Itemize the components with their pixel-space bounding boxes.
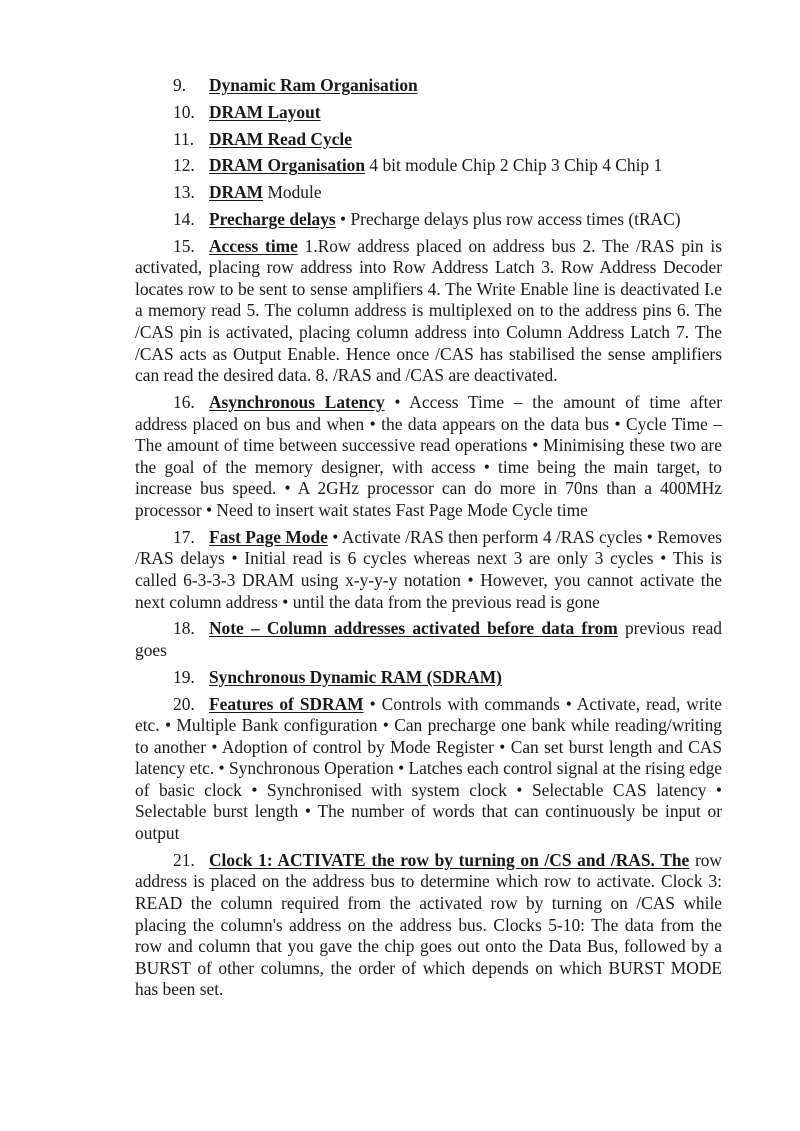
item-number: 14. (173, 208, 195, 229)
item-text: • Controls with commands • Activate, read, write etc. • Multiple Bank configuration • Can precharge one bank while reading/writing to another • Adoption of control by Mode Register • Can set burst length and CAS latency etc. • Synchronous Operation • Latches each control signal at the rising edge of basic clock • Synchronised with system clock • Selectable CAS latency • Selectable burst length • The number of words that can continuously be input or output (135, 693, 722, 844)
item-text: previous read goes (135, 618, 722, 660)
item-number: 20. (173, 693, 195, 714)
item-number: 18. (173, 618, 195, 639)
list-item-15 (135, 236, 722, 387)
item-heading: Note – Column addresses activated before data from (209, 618, 618, 639)
item-number: 15. (173, 235, 195, 256)
item-heading: DRAM Layout (209, 101, 321, 122)
item-number: 11. (173, 128, 195, 149)
item-heading: Features of SDRAM (209, 693, 364, 714)
list-item-9 (135, 75, 722, 97)
list-item-19 (135, 667, 722, 689)
item-heading: Synchronous Dynamic RAM (SDRAM) (209, 666, 502, 687)
item-text: Module (263, 182, 322, 203)
list-item-17 (135, 527, 722, 613)
item-heading: Precharge delays (209, 208, 336, 229)
item-text: 1.Row address placed on address bus 2. The /RAS pin is activated, placing row address into Row Address Latch 3. Row Address Decoder locates row to be sent to sense amplifiers 4. The Write Enable line is deactivated I.e a memory read 5. The column address is multiplexed on to the address pins 6. The /CAS pin is activated, placing column address into Column Address Latch 7. The /CAS acts as Output Enable. Hence once /CAS has stabilised the sense amplifiers can read the desired data. 8. /RAS and /CAS are deactivated. (135, 235, 722, 386)
document-page (135, 75, 722, 1006)
item-number: 19. (173, 666, 195, 687)
list-item-14 (135, 209, 722, 231)
item-number: 12. (173, 155, 195, 176)
item-number: 21. (173, 849, 195, 870)
item-heading: Clock 1: ACTIVATE the row by turning on /CS and /RAS. The (209, 849, 690, 870)
item-heading: DRAM (209, 182, 264, 203)
item-heading: DRAM Read Cycle (209, 128, 352, 149)
list-item-20 (135, 694, 722, 845)
list-item-12 (135, 155, 722, 177)
item-text: row address is placed on the address bus to determine which row to activate. Clock 3: READ the column required from the activated row by turning on /CAS while placing the column's address on the address bus. Clocks 5-10: The data from the row and column that you gave the chip goes out onto the Data Bus, followed by a BURST of other columns, the order of which depends on which BURST MODE has been set. (135, 849, 722, 1000)
item-number: 9. (173, 75, 187, 95)
list-item-13 (135, 182, 722, 204)
item-heading: Fast Page Mode (209, 526, 328, 547)
item-heading: Asynchronous Latency (209, 392, 385, 413)
list-item-21 (135, 850, 722, 1001)
item-text: • Precharge delays plus row access times (tRAC) (335, 208, 681, 229)
item-text: • Activate /RAS then perform 4 /RAS cycles • Removes /RAS delays • Initial read is 6 cycles whereas next 3 are only 3 cycles • This is called 6-3-3-3 DRAM using x-y-y-y notation • However, you cannot activate the next column address • until the data from the previous read is gone (135, 526, 722, 612)
item-number: 13. (173, 182, 195, 203)
item-text: • Access Time – the amount of time after address placed on bus and when • the data appears on the data bus • Cycle Time – The amount of time between successive read operations • Minimising these two are the goal of the memory designer, with access • time being the main target, to increase bus speed. • A 2GHz processor can do more in 70ns than a 400MHz processor • Need to insert wait states Fast Page Mode Cycle time (135, 392, 723, 520)
item-text: 4 bit module Chip 2 Chip 3 Chip 4 Chip 1 (365, 155, 663, 176)
item-heading: DRAM Organisation (209, 155, 366, 176)
item-number: 10. (173, 101, 195, 122)
item-heading: Dynamic Ram Organisation (209, 75, 418, 95)
list-item-11 (135, 129, 722, 151)
list-item-10 (135, 102, 722, 124)
list-item-16 (135, 392, 722, 522)
item-number: 16. (173, 392, 195, 413)
list-item-18 (135, 618, 722, 661)
item-heading: Access time (209, 235, 298, 256)
item-number: 17. (173, 526, 195, 547)
